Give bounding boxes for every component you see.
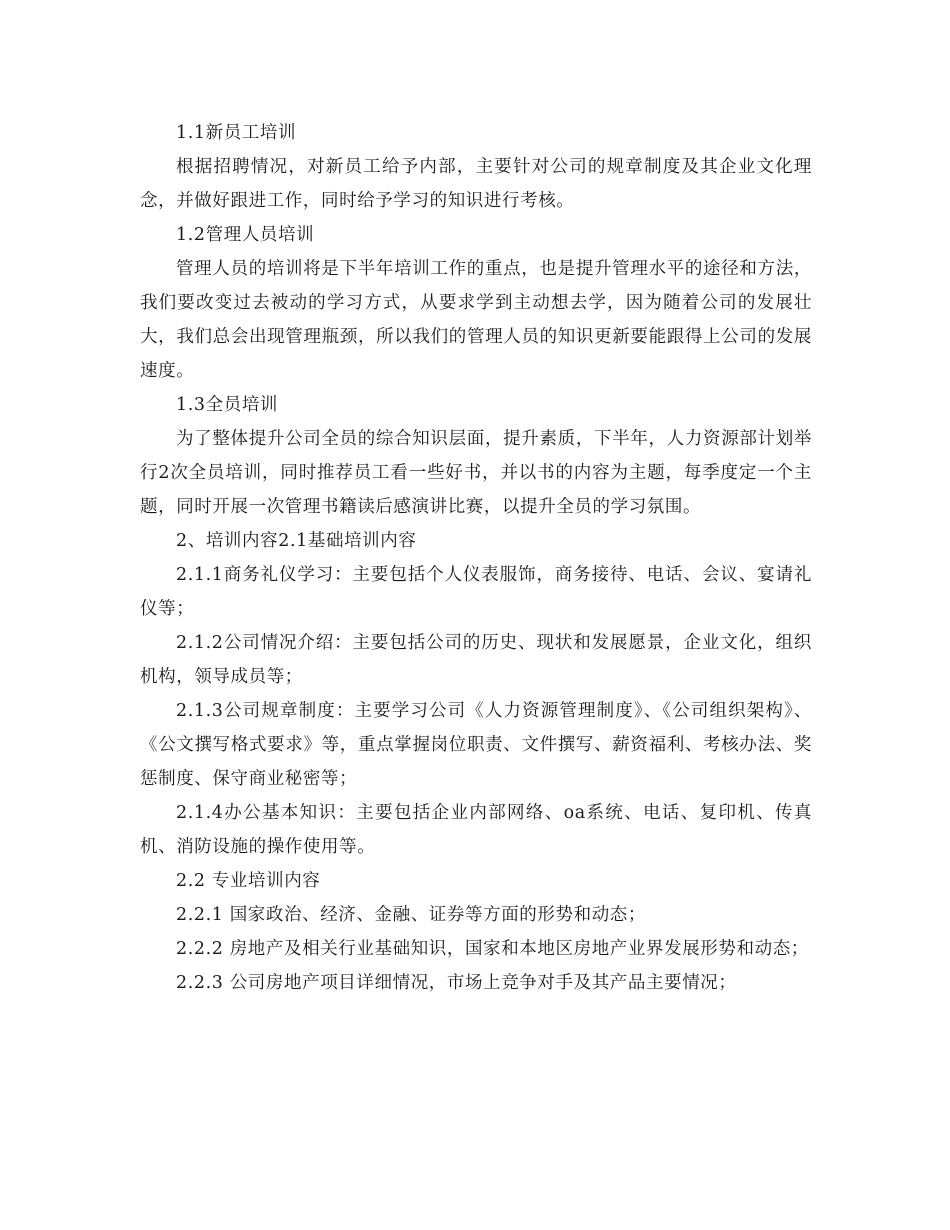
paragraph-management-training: 管理人员的培训将是下半年培训工作的重点，也是提升管理水平的途径和方法，我们要改变过去被动的学习方式，从要求学到主动想去学，因为随着公司的发展壮大，我们总会出现管理瓶颈，所以我们的管理人员的知识更新要能跟得上公司的发展速度。 [140, 259, 812, 381]
item-company-introduction: 2.1.2公司情况介绍：主要包括公司的历史、现状和发展愿景，企业文化，组织机构，领导成员等； [140, 633, 812, 687]
item-project-details: 2.2.3 公司房地产项目详细情况，市场上竞争对手及其产品主要情况； [176, 973, 737, 993]
item-business-etiquette: 2.1.1商务礼仪学习：主要包括个人仪表服饰，商务接待、电话、会议、宴请礼仪等； [140, 565, 812, 619]
heading-management-training: 1.2管理人员培训 [176, 225, 315, 245]
paragraph-new-employee-training: 根据招聘情况，对新员工给予内部，主要针对公司的规章制度及其企业文化理念，并做好跟进工作，同时给予学习的知识进行考核。 [140, 157, 812, 211]
paragraph-all-staff-training: 为了整体提升公司全员的综合知识层面，提升素质，下半年，人力资源部计划举行2次全员培训，同时推荐员工看一些好书，并以书的内容为主题，每季度定一个主题，同时开展一次管理书籍读后感演讲比赛，以提升全员的学习氛围。 [140, 429, 812, 517]
heading-training-content: 2、培训内容2.1基础培训内容 [176, 531, 417, 551]
heading-all-staff-training: 1.3全员培训 [176, 395, 279, 415]
item-politics-economy: 2.2.1 国家政治、经济、金融、证券等方面的形势和动态； [176, 905, 646, 925]
item-office-basics: 2.1.4办公基本知识：主要包括企业内部网络、oa系统、电话、复印机、传真机、消防设施的操作使用等。 [140, 803, 812, 857]
item-company-rules: 2.1.3公司规章制度：主要学习公司《人力资源管理制度》、《公司组织架构》、《公文撰写格式要求》等，重点掌握岗位职责、文件撰写、薪资福利、考核办法、奖惩制度、保守商业秘密等； [140, 701, 812, 789]
heading-new-employee-training: 1.1新员工培训 [176, 123, 297, 143]
item-real-estate-knowledge: 2.2.2 房地产及相关行业基础知识，国家和本地区房地产业界发展形势和动态； [176, 939, 809, 959]
heading-professional-training: 2.2 专业培训内容 [176, 871, 321, 891]
document-body [140, 116, 812, 1000]
